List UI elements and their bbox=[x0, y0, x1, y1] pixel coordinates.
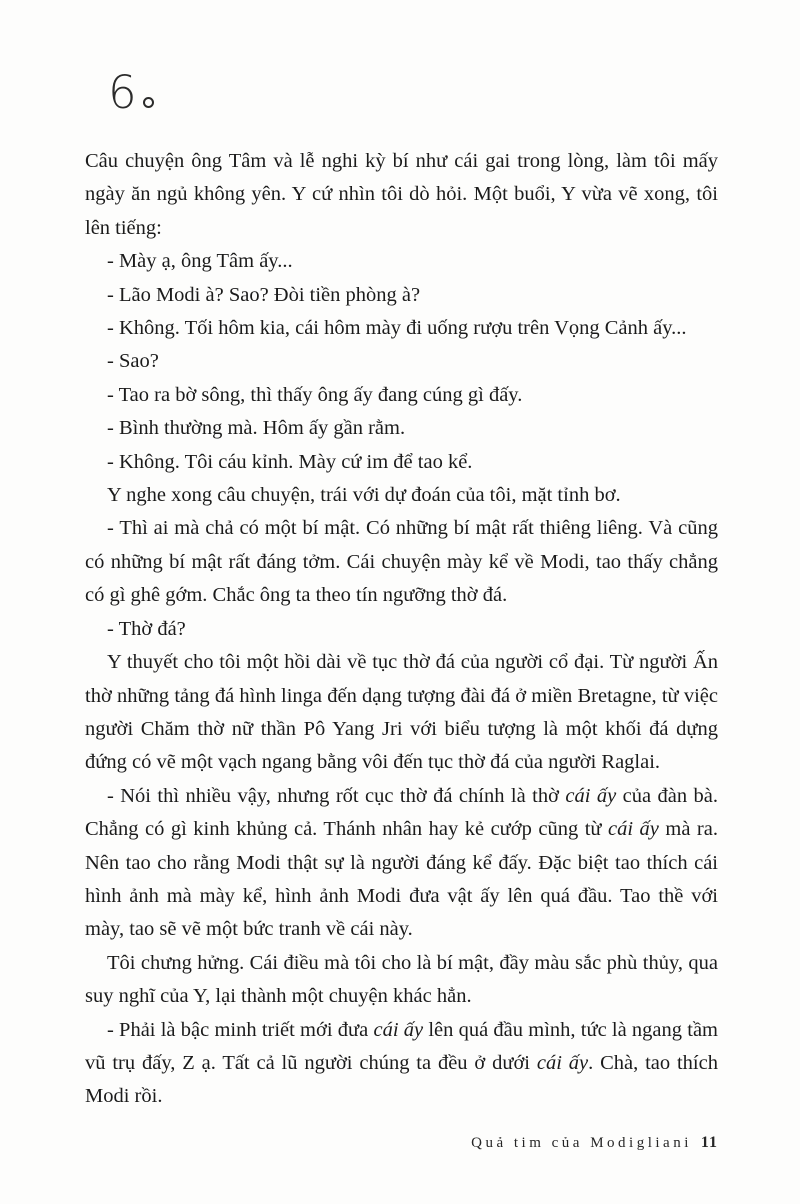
paragraph bbox=[85, 646, 718, 780]
text-run: của đàn bà. Chẳng có gì kinh khủng cả. Thánh nhân hay kẻ cướp cũng từ bbox=[85, 784, 718, 841]
chapter-number bbox=[108, 66, 154, 119]
text-run: . Chà, tao thích Modi rồi. bbox=[85, 1051, 718, 1108]
text-run: - Không. Tối hôm kia, cái hôm mày đi uống rượu trên Vọng Cảnh ấy... bbox=[107, 317, 687, 340]
paragraph bbox=[85, 279, 718, 312]
paragraph bbox=[85, 613, 718, 646]
text-run: - Phải là bậc minh triết mới đưa bbox=[107, 1018, 374, 1041]
text-block bbox=[85, 145, 718, 1114]
text-run: - Nói thì nhiều vậy, nhưng rốt cục thờ đá chính là thờ bbox=[107, 784, 566, 807]
emphasized-text: cái ấy bbox=[565, 784, 617, 807]
paragraph bbox=[85, 780, 718, 947]
paragraph bbox=[85, 312, 718, 345]
chapter-number-text: 6 bbox=[108, 66, 138, 119]
chapter-period-icon bbox=[143, 97, 154, 108]
paragraph bbox=[85, 245, 718, 278]
text-run: mà ra. Nên tao cho rằng Modi thật sự là người đáng kể đấy. Đặc biệt tao thích cái hình ảnh mà mày kể, hình ảnh Modi đưa vật ấy lên quá đầu. Tao thề với mày, tao sẽ vẽ một bức tranh về cái này. bbox=[85, 818, 718, 941]
text-run: - Không. Tôi cáu kỉnh. Mày cứ im để tao kể. bbox=[107, 450, 473, 473]
paragraph bbox=[85, 145, 718, 245]
text-run: - Sao? bbox=[107, 350, 159, 373]
paragraph bbox=[85, 1014, 718, 1114]
paragraph bbox=[85, 446, 718, 479]
running-footer bbox=[471, 1134, 718, 1152]
paragraph bbox=[85, 947, 718, 1014]
text-run: - Mày ạ, ông Tâm ấy... bbox=[107, 250, 293, 273]
paragraph bbox=[85, 479, 718, 512]
text-run: Y thuyết cho tôi một hồi dài về tục thờ đá của người cổ đại. Từ người Ấn thờ những tảng đá hình linga đến dạng tượng đài đá ở miền Bretagne, từ việc người Chăm thờ nữ thần Pô Yang Jri với biểu tượng là một khối đá dựng đứng có vẽ một vạch ngang bằng vôi đến tục thờ đá của người Raglai. bbox=[85, 651, 718, 774]
emphasized-text: cái ấy bbox=[373, 1018, 424, 1041]
text-run: Tôi chưng hửng. Cái điều mà tôi cho là bí mật, đầy màu sắc phù thủy, qua suy nghĩ của Y, lại thành một chuyện khác hẳn. bbox=[85, 951, 718, 1008]
running-title: Quả tim của Modigliani bbox=[471, 1135, 692, 1151]
page-number: 11 bbox=[700, 1134, 718, 1151]
emphasized-text: cái ấy bbox=[608, 818, 659, 841]
paragraph bbox=[85, 345, 718, 378]
text-run: - Lão Modi à? Sao? Đòi tiền phòng à? bbox=[107, 283, 421, 306]
paragraph bbox=[85, 379, 718, 412]
text-run: - Tao ra bờ sông, thì thấy ông ấy đang cúng gì đấy. bbox=[107, 383, 523, 406]
text-run: Câu chuyện ông Tâm và lễ nghi kỳ bí như cái gai trong lòng, làm tôi mấy ngày ăn ngủ không yên. Y cứ nhìn tôi dò hỏi. Một buổi, Y vừa vẽ xong, tôi lên tiếng: bbox=[85, 150, 718, 239]
text-run: Y nghe xong câu chuyện, trái với dự đoán của tôi, mặt tỉnh bơ. bbox=[107, 484, 621, 507]
paragraph bbox=[85, 512, 718, 612]
text-run: lên quá đầu mình, tức là ngang tầm vũ trụ đấy, Z ạ. Tất cả lũ người chúng ta đều ở dưới bbox=[85, 1018, 718, 1074]
text-run: - Thờ đá? bbox=[107, 617, 186, 640]
text-run: - Bình thường mà. Hôm ấy gần rằm. bbox=[107, 417, 406, 440]
text-run: - Thì ai mà chả có một bí mật. Có những bí mật rất thiêng liêng. Và cũng có những bí mật rất đáng tởm. Cái chuyện mày kể về Modi, tao thấy chẳng có gì ghê gớm. Chắc ông ta theo tín ngưỡng thờ đá. bbox=[85, 517, 718, 607]
emphasized-text: cái ấy bbox=[536, 1051, 589, 1074]
paragraph bbox=[85, 412, 718, 445]
